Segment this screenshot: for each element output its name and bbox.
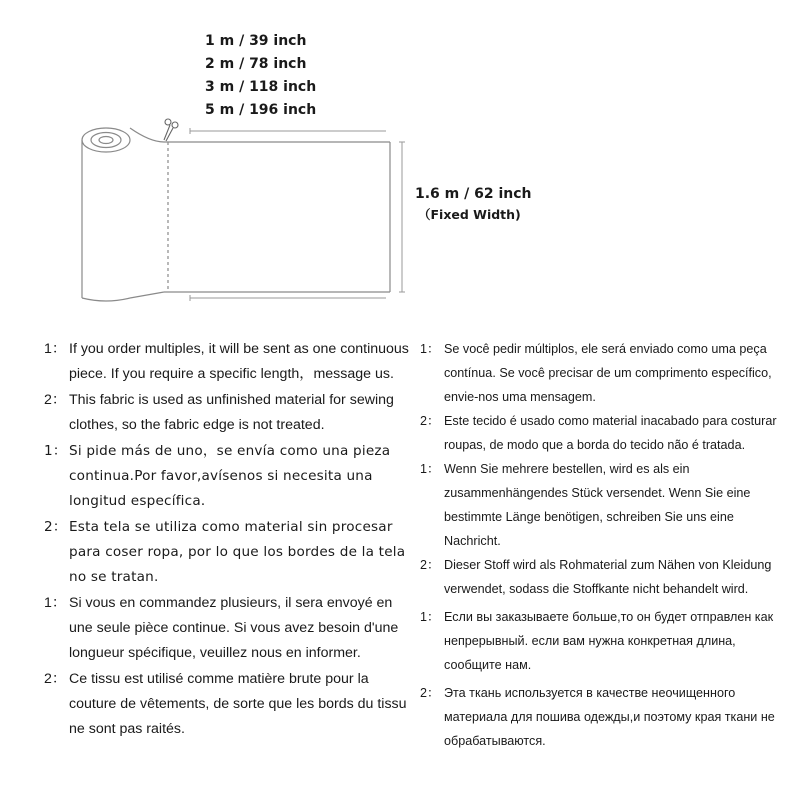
- note-number: 1：: [44, 341, 67, 357]
- note-number: 1：: [44, 443, 67, 459]
- note-de-2: [420, 553, 792, 601]
- note-text: Если вы заказываете больше,то он будет отправлен как непрерывный. если вам нужна конкретная длина, сообщите нам.: [444, 610, 774, 672]
- note-de-1: [420, 457, 792, 553]
- bottom-length-dimension-line: [190, 295, 386, 301]
- note-text: This fabric is used as unfinished material for sewing clothes, so the fabric edge is not treated.: [69, 392, 394, 433]
- note-text: Si vous en commandez plusieurs, il sera envoyé en une seule pièce continue. Si vous avez besoin d'une longueur spécifique, veuillez nous en informer.: [69, 595, 399, 661]
- note-fr-1: [44, 591, 409, 666]
- note-fr-2: [44, 667, 409, 742]
- fabric-roll-diagram: [0, 0, 800, 330]
- note-es-2: [44, 515, 409, 590]
- note-ru-2: [420, 681, 792, 753]
- note-pt-1: [420, 337, 792, 409]
- note-ru-1: [420, 605, 792, 677]
- length-label-1m: 1 m / 39 inch: [205, 33, 307, 49]
- notes-left-column: [44, 337, 409, 743]
- scissors-icon: [164, 119, 178, 141]
- note-number: 1：: [420, 462, 440, 476]
- fabric-roll-icon: [82, 128, 390, 301]
- length-label-2m: 2 m / 78 inch: [205, 56, 307, 72]
- note-pt-2: [420, 409, 792, 457]
- note-number: 2：: [44, 392, 67, 408]
- length-label-3m: 3 m / 118 inch: [205, 79, 317, 95]
- width-dimension-line: [399, 142, 405, 292]
- note-number: 1：: [420, 342, 440, 356]
- top-length-dimension-line: [190, 128, 386, 134]
- note-text: Эта ткань используется в качестве неочищенного материала для пошива одежды,и поэтому края ткани не обрабатываются.: [444, 686, 775, 748]
- width-label: 1.6 m / 62 inch: [415, 186, 532, 202]
- note-number: 1：: [420, 610, 440, 624]
- note-es-1: [44, 439, 409, 514]
- length-label-5m: 5 m / 196 inch: [205, 102, 317, 118]
- note-number: 2：: [420, 686, 440, 700]
- note-number: 1：: [44, 595, 67, 611]
- note-text: Ce tissu est utilisé comme matière brute pour la couture de vêtements, de sorte que les bords du tissu ne sont pas raités.: [69, 671, 407, 737]
- note-text: Esta tela se utiliza como material sin procesar para coser ropa, por lo que los bordes de la tela no se tratan.: [69, 519, 406, 585]
- note-en-2: [44, 388, 409, 438]
- note-number: 2：: [44, 519, 67, 535]
- note-en-1: [44, 337, 409, 387]
- notes-right-column: [420, 337, 792, 753]
- note-text: Se você pedir múltiplos, ele será enviado como uma peça contínua. Se você precisar de um comprimento específico, envie-nos uma mensagem.: [444, 342, 772, 404]
- note-text: Dieser Stoff wird als Rohmaterial zum Nähen von Kleidung verwendet, sodass die Stoffkante nicht behandelt wird.: [444, 558, 772, 596]
- note-number: 2：: [44, 671, 67, 687]
- note-text: Este tecido é usado como material inacabado para costurar roupas, de modo que a borda do tecido não é tratada.: [444, 414, 777, 452]
- note-number: 2：: [420, 414, 440, 428]
- note-text: Si pide más de uno，se envía como una pieza continua.Por favor,avísenos si necesita una longitud específica．: [69, 443, 391, 509]
- note-text: Wenn Sie mehrere bestellen, wird es als ein zusammenhängendes Stück versendet. Wenn Sie eine bestimmte Länge benötigen, schreiben Sie uns eine Nachricht.: [444, 462, 751, 548]
- width-note: （Fixed Width): [418, 207, 521, 222]
- note-number: 2：: [420, 558, 440, 572]
- note-text: If you order multiples, it will be sent as one continuous piece. If you require a specific length，message us.: [69, 341, 409, 382]
